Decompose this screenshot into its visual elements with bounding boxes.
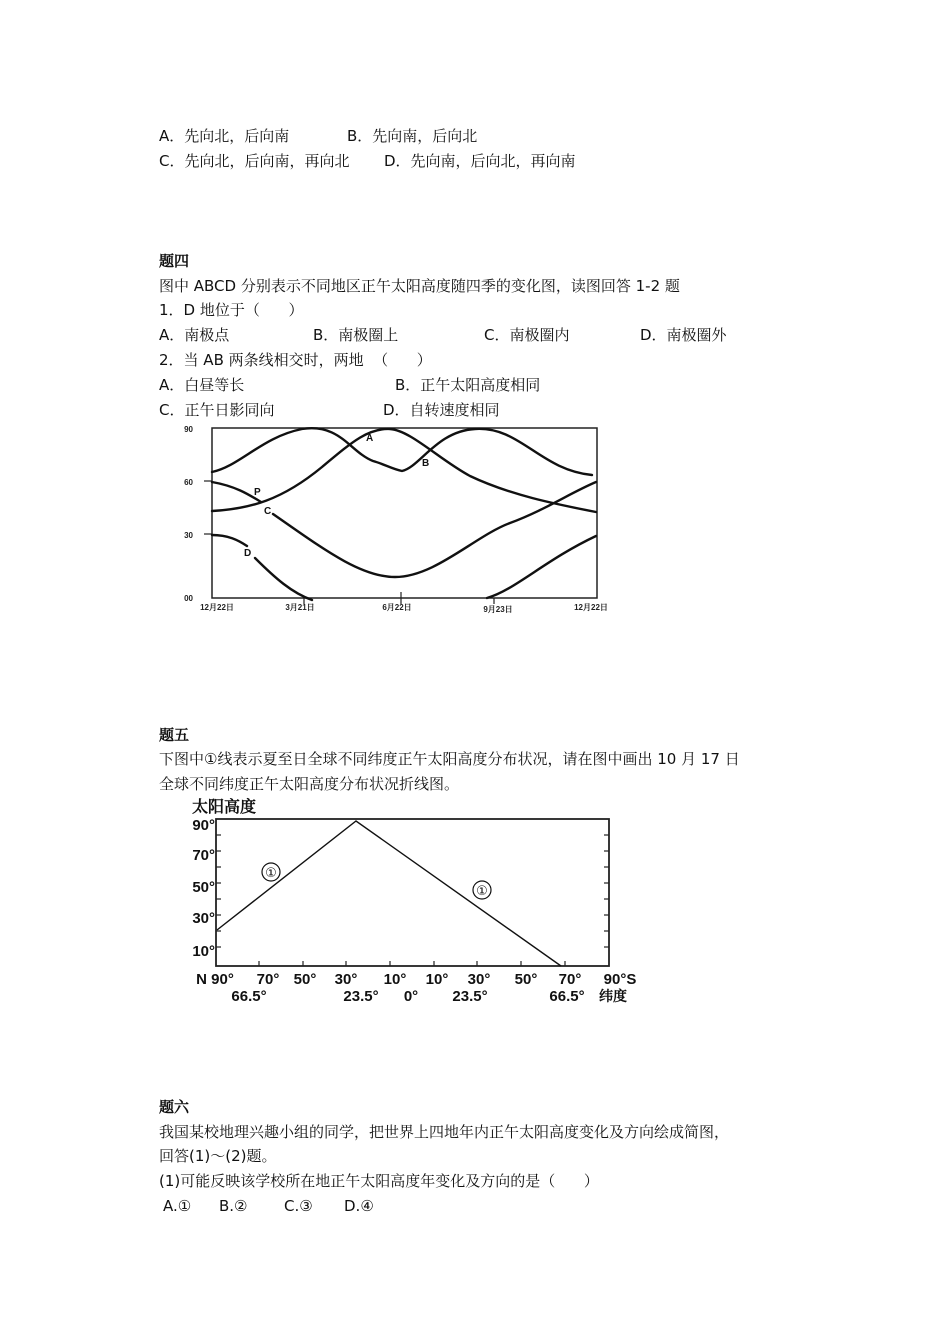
- q3-option-d: D．先向南，后向北，再向南: [384, 152, 576, 170]
- x-tick-equator: 0°: [403, 988, 419, 1005]
- y-tick-50: 50°: [192, 879, 215, 896]
- curve-a: [212, 428, 592, 475]
- y-tick-30: 30°: [192, 910, 215, 927]
- q3-option-b: B．先向南，后向北: [347, 127, 478, 145]
- q5-text-2: 全球不同纬度正午太阳高度分布状况折线图。: [159, 775, 460, 793]
- x-tick-n30: 30°: [334, 971, 358, 988]
- q5-text-1: 下图中①线表示夏至日全球不同纬度正午太阳高度分布状况，请在图中画出 10 月 17 日: [159, 750, 740, 768]
- x-tick-n90: N 90°: [196, 971, 234, 988]
- chart-frame: [216, 819, 609, 966]
- q4-question-1: 1．D 地位于（ ）: [159, 301, 304, 319]
- curve-d-winter: [212, 535, 312, 600]
- line-label-right: [473, 881, 491, 899]
- y-axis-title: 太阳高度: [192, 799, 257, 816]
- q4-question-2: 2．当 AB 两条线相交时，两地 （ ）: [159, 351, 432, 369]
- x-tick-jun22: 6月22日: [382, 603, 412, 612]
- x-tick-s50: 50°: [514, 971, 538, 988]
- x-tick-mar21: 3月21日: [285, 603, 315, 612]
- q6-title: 题六: [159, 1098, 190, 1116]
- q4-q2-option-a: A．白昼等长: [159, 376, 245, 394]
- q6-q1-option-c: C.③: [284, 1197, 313, 1215]
- q6-question-1: (1)可能反映该学校所在地正午太阳高度年变化及方向的是（ ）: [159, 1172, 599, 1190]
- q4-q2-option-d: D．自转速度相同: [383, 401, 500, 419]
- label-d: D: [244, 548, 252, 559]
- x-tick-dec22-start: 12月22日: [200, 603, 234, 612]
- x-tick-dec22-end: 12月22日: [574, 603, 608, 612]
- y-tick-60: 60: [184, 478, 193, 487]
- label-a: A: [366, 433, 374, 444]
- q4-q1-option-a: A．南极点: [159, 326, 230, 344]
- q4-title: 题四: [159, 252, 190, 270]
- x-tick-s10: 10°: [425, 971, 449, 988]
- x-tick-tropic-n: 23.5°: [343, 988, 379, 1005]
- label-p: P: [254, 487, 261, 498]
- q3-option-c: C．先向北，后向南，再向北: [159, 152, 350, 170]
- curve-c: [212, 482, 596, 577]
- x-tick-antarctic: 66.5°: [549, 988, 585, 1005]
- y-tick-90: 90°: [192, 817, 215, 834]
- q4-q2-option-b: B．正午太阳高度相同: [395, 376, 541, 394]
- x-tick-sep23: 9月23日: [483, 605, 513, 614]
- q4-q2-option-c: C．正午日影同向: [159, 401, 275, 419]
- sun-altitude-season-chart: [175, 420, 635, 620]
- x-tick-n50: 50°: [293, 971, 317, 988]
- x-tick-s30: 30°: [467, 971, 491, 988]
- y-tick-30: 30: [184, 531, 193, 540]
- x-tick-s90: 90°S: [603, 971, 637, 988]
- x-tick-n70: 70°: [256, 971, 280, 988]
- q6-q1-option-a: A.①: [163, 1197, 192, 1215]
- x-tick-tropic-s: 23.5°: [452, 988, 488, 1005]
- label-c: C: [264, 506, 272, 517]
- q6-text-1: 我国某校地理兴趣小组的同学，把世界上四地年内正午太阳高度变化及方向绘成简图，: [159, 1123, 730, 1141]
- y-tick-00: 00: [184, 594, 193, 603]
- y-tick-70: 70°: [192, 847, 215, 864]
- curve-d-spring: [487, 536, 596, 598]
- q6-text-2: 回答(1)～(2)题。: [159, 1147, 277, 1165]
- q5-title: 题五: [159, 726, 190, 744]
- y-tick-10: 10°: [192, 943, 215, 960]
- line-label-left: [262, 863, 280, 881]
- x-axis-title: 纬度: [599, 988, 627, 1004]
- x-tick-arctic: 66.5°: [231, 988, 267, 1005]
- q4-intro: 图中 ABCD 分别表示不同地区正午太阳高度随四季的变化图，读图回答 1-2 题: [159, 277, 680, 295]
- q4-q1-option-d: D．南极圈外: [640, 326, 727, 344]
- svg-text:①: ①: [476, 883, 488, 898]
- q6-q1-option-b: B.②: [219, 1197, 248, 1215]
- y-tick-90: 90: [184, 425, 193, 434]
- label-b: B: [422, 458, 430, 469]
- q3-option-a: A．先向北，后向南: [159, 127, 290, 145]
- svg-text:①: ①: [265, 865, 277, 880]
- q4-q1-option-b: B．南极圈上: [313, 326, 399, 344]
- x-tick-n10: 10°: [383, 971, 407, 988]
- q4-q1-option-c: C．南极圈内: [484, 326, 570, 344]
- sun-altitude-latitude-chart: [180, 793, 650, 1010]
- q6-q1-option-d: D.④: [344, 1197, 374, 1215]
- x-tick-s70: 70°: [558, 971, 582, 988]
- line-summer-solstice: [217, 821, 561, 966]
